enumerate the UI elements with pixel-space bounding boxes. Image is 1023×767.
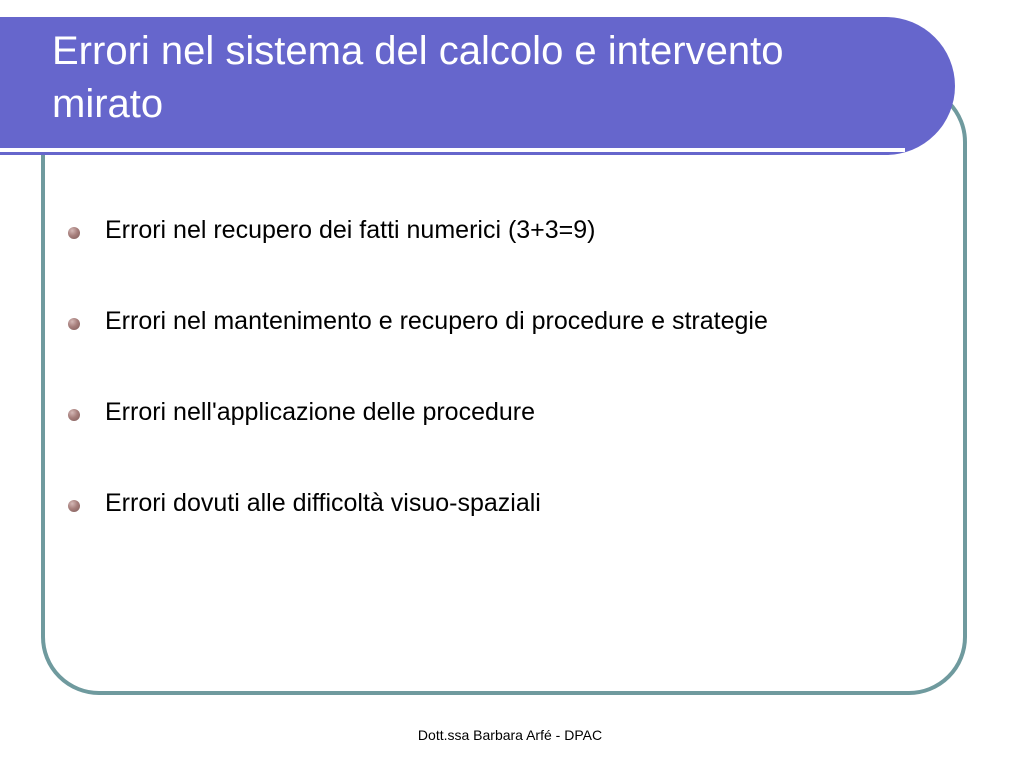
- title-underline: [0, 148, 905, 152]
- bullet-item: [68, 389, 948, 435]
- bullet-item: [68, 480, 948, 526]
- bullet-text: Errori nell'applicazione delle procedure: [105, 398, 536, 426]
- bullet-item: [68, 207, 948, 253]
- bullet-text: Errori dovuti alle difficoltà visuo-spaziali: [105, 489, 541, 517]
- sphere-bullet-icon: [68, 318, 80, 330]
- slide-title: Errori nel sistema del calcolo e intervento mirato: [52, 29, 784, 126]
- sphere-bullet-icon: [68, 227, 80, 239]
- bullet-item: [68, 298, 948, 344]
- bullet-text: Errori nel mantenimento e recupero di procedure e strategie: [105, 307, 768, 335]
- footer-credit: Dott.ssa Barbara Arfé - DPAC: [417, 727, 603, 743]
- bullet-list: [68, 207, 948, 571]
- sphere-bullet-icon: [68, 500, 80, 512]
- sphere-bullet-icon: [68, 409, 80, 421]
- bullet-text: Errori nel recupero dei fatti numerici (3+3=9): [105, 216, 596, 244]
